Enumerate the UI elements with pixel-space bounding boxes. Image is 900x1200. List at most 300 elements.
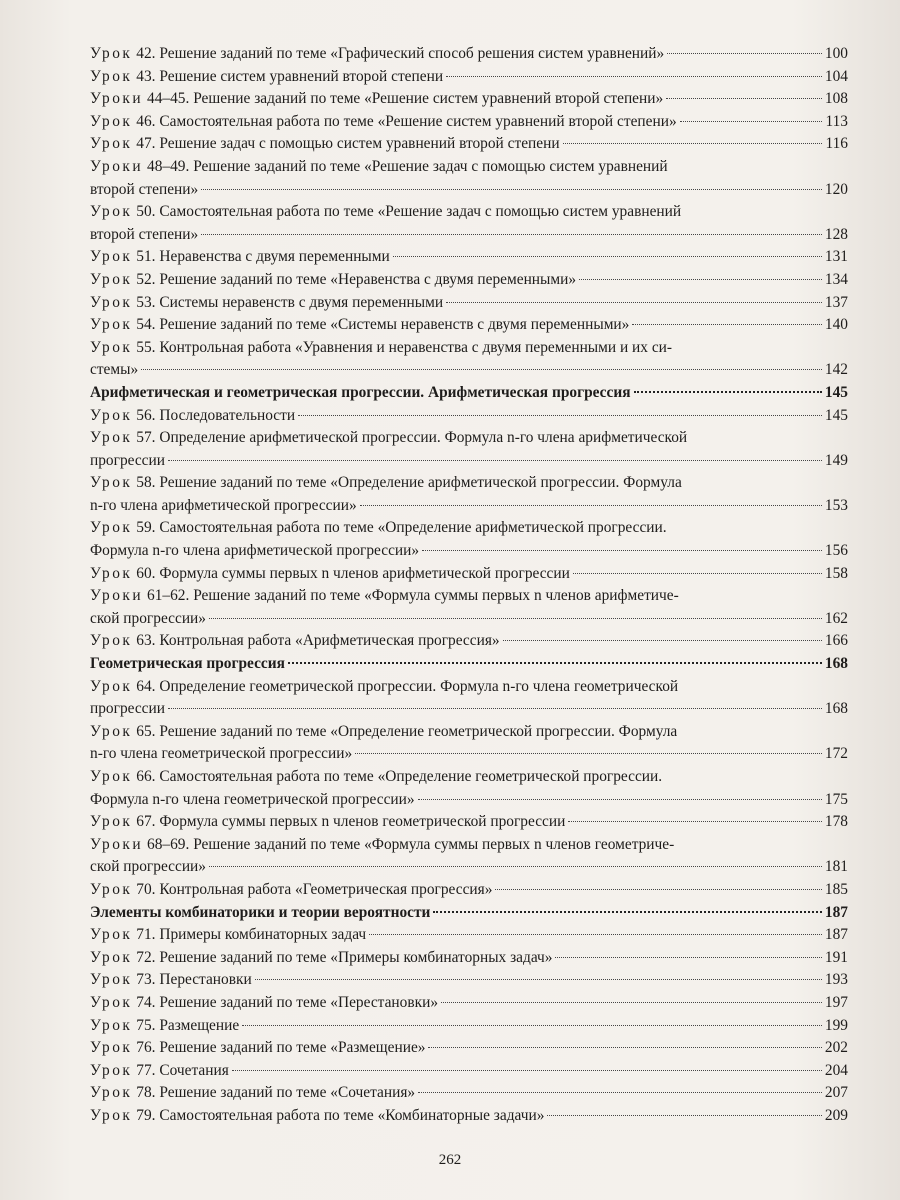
toc-title: Урок 76. Решение заданий по теме «Размещение»: [90, 1039, 426, 1057]
toc-title: Урок 42. Решение заданий по теме «Графический способ решения систем уравнений»: [90, 45, 665, 62]
dot-leader: [209, 866, 822, 867]
entry-title: Решение заданий по теме «Неравенства с двумя переменными»: [159, 270, 577, 288]
dot-leader: [634, 391, 822, 393]
section-title: Геометрическая прогрессия: [90, 655, 285, 673]
entry-title: Решение заданий по теме «Определение геометрической прогрессии. Формула: [159, 722, 678, 740]
lesson-word: Урок: [90, 564, 133, 582]
toc-title: Урок 75. Размещение: [90, 1016, 240, 1034]
toc-line: [90, 133, 848, 156]
toc-entry: [90, 992, 848, 1015]
lesson-word: Урок: [90, 1039, 133, 1057]
toc-line-continued: [90, 608, 848, 631]
toc-line: [90, 43, 848, 66]
entry-page-number: 209: [824, 1106, 848, 1124]
lesson-number: 70: [136, 880, 152, 898]
toc-entry: [90, 811, 848, 834]
toc-line: [90, 653, 848, 676]
lesson-number: 48–49: [147, 157, 186, 175]
lesson-word: Урок: [90, 112, 133, 130]
lesson-number: 73: [136, 971, 152, 989]
entry-page-number: 168: [824, 655, 848, 673]
toc-section-heading: [90, 653, 848, 676]
toc-line: [90, 88, 848, 111]
dot-leader: [201, 189, 822, 190]
section-title: Элементы комбинаторики и теории вероятности: [90, 903, 431, 921]
entry-page-number: 145: [824, 383, 848, 401]
lesson-word: Урок: [90, 67, 133, 85]
entry-title: Последовательности: [159, 406, 296, 424]
lesson-number: 63: [136, 632, 152, 650]
toc-line: [90, 834, 848, 857]
table-of-contents: [90, 43, 848, 1128]
entry-page-number: 158: [824, 564, 848, 582]
dot-leader: [232, 1070, 822, 1071]
toc-line-continued: [90, 450, 848, 473]
lesson-word: Урок: [90, 1016, 133, 1034]
dot-leader: [428, 1047, 821, 1048]
lesson-word: Урок: [90, 316, 133, 334]
toc-entry: [90, 472, 848, 517]
entry-title: Неравенства с двумя переменными: [159, 248, 390, 266]
lesson-number: 64: [136, 677, 152, 695]
entry-title: Решение заданий по теме «Перестановки»: [159, 993, 439, 1011]
toc-line-continued: [90, 743, 848, 766]
toc-line: [90, 156, 848, 179]
lesson-number: 68–69: [147, 835, 186, 853]
entry-title: Решение заданий по теме «Решение систем уравнений второй степени»: [193, 90, 664, 108]
dot-leader: [288, 662, 822, 664]
entry-title: Формула суммы первых n членов арифметической прогрессии: [159, 564, 570, 582]
entry-page-number: 191: [824, 948, 848, 966]
toc-title: Урок 79. Самостоятельная работа по теме «Комбинаторные задачи»: [90, 1106, 545, 1124]
toc-entry: [90, 721, 848, 766]
lesson-word: Урок: [90, 45, 133, 62]
dot-leader: [242, 1025, 822, 1026]
entry-title-continued: ской прогрессии»: [90, 858, 206, 876]
entry-page-number: 108: [824, 90, 848, 108]
toc-entry: [90, 1037, 848, 1060]
toc-line: [90, 66, 848, 89]
toc-title: Урок 57. Определение арифметической прогрессии. Формула n-го члена арифметической: [90, 429, 688, 447]
lesson-word: Урок: [90, 768, 133, 785]
lesson-number: 74: [136, 993, 152, 1011]
lesson-number: 42: [136, 45, 152, 62]
dot-leader: [555, 957, 821, 958]
dot-leader: [579, 279, 822, 280]
toc-entry: [90, 834, 848, 879]
entry-page-number: 197: [824, 993, 848, 1011]
lesson-number: 77: [136, 1061, 152, 1079]
page-number: 262: [438, 1152, 462, 1168]
toc-entry: [90, 246, 848, 269]
entry-page-number: 137: [824, 293, 848, 311]
entry-page-number: 104: [824, 67, 848, 85]
lesson-number: 60: [136, 564, 152, 582]
dot-leader: [495, 889, 821, 890]
toc-title: Урок 67. Формула суммы первых n членов геометрической прогрессии: [90, 813, 566, 831]
toc-line: [90, 563, 848, 586]
toc-section-heading: [90, 382, 848, 405]
entry-title: Решение заданий по теме «Примеры комбинаторных задач»: [159, 948, 553, 966]
entry-title-continued: n-го члена геометрической прогрессии»: [90, 745, 353, 763]
lesson-number: 58: [136, 474, 152, 492]
toc-line: [90, 811, 848, 834]
toc-line: [90, 1060, 848, 1083]
dot-leader: [355, 753, 822, 754]
lesson-word: Урок: [90, 971, 133, 989]
dot-leader: [446, 76, 822, 77]
entry-page-number: 140: [824, 316, 848, 334]
lesson-number: 66: [136, 768, 152, 785]
lesson-number: 43: [136, 67, 152, 85]
toc-line: [90, 1037, 848, 1060]
entry-title: Формула суммы первых n членов геометрической прогрессии: [159, 813, 566, 831]
toc-entry: [90, 43, 848, 66]
lesson-word: Урок: [90, 1106, 133, 1124]
entry-page-number: 178: [824, 813, 848, 831]
toc-line-continued: [90, 495, 848, 518]
toc-title: Уроки 44–45. Решение заданий по теме «Решение систем уравнений второй степени»: [90, 90, 664, 108]
lesson-word: Урок: [90, 1084, 133, 1102]
entry-title: Определение геометрической прогрессии. Формула n-го члена геометрической: [159, 677, 679, 695]
lesson-word: Уроки: [90, 835, 144, 853]
toc-line: [90, 427, 848, 450]
toc-entry: [90, 88, 848, 111]
toc-line-continued: [90, 179, 848, 202]
entry-title: Сочетания: [159, 1061, 229, 1079]
lesson-number: 52: [136, 270, 152, 288]
lesson-number: 50: [136, 203, 152, 221]
lesson-number: 44–45: [147, 90, 186, 108]
dot-leader: [446, 302, 822, 303]
entry-page-number: 113: [825, 112, 848, 130]
lesson-number: 56: [136, 406, 152, 424]
toc-line-continued: [90, 698, 848, 721]
entry-title-continued: второй степени»: [90, 225, 199, 243]
entry-title: Решение заданий по теме «Сочетания»: [159, 1084, 416, 1102]
entry-title: Контрольная работа «Арифметическая прогрессия»: [159, 632, 500, 650]
entry-page-number: 175: [824, 790, 848, 808]
toc-title: Урок 72. Решение заданий по теме «Примеры комбинаторных задач»: [90, 948, 553, 966]
toc-entry: [90, 1060, 848, 1083]
toc-entry: [90, 427, 848, 472]
toc-title: Урок 77. Сочетания: [90, 1061, 229, 1079]
dot-leader: [418, 1092, 822, 1093]
toc-line-continued: [90, 540, 848, 563]
lesson-word: Урок: [90, 926, 133, 944]
toc-title: Урок 71. Примеры комбинаторных задач: [90, 926, 367, 944]
dot-leader: [667, 53, 822, 54]
lesson-word: Урок: [90, 813, 133, 831]
entry-title: Самостоятельная работа по теме «Определение геометрической прогрессии.: [159, 768, 663, 785]
entry-page-number: 116: [825, 135, 848, 153]
toc-entry: [90, 947, 848, 970]
lesson-word: Урок: [90, 406, 133, 424]
toc-line-continued: [90, 359, 848, 382]
lesson-number: 78: [136, 1084, 152, 1102]
entry-page-number: 187: [824, 926, 848, 944]
toc-entry: [90, 766, 848, 811]
dot-leader: [632, 324, 822, 325]
toc-entry: [90, 563, 848, 586]
entry-page-number: 202: [824, 1039, 848, 1057]
toc-entry: [90, 1082, 848, 1105]
entry-page-number: 156: [824, 542, 848, 560]
entry-page-number: 120: [824, 180, 848, 198]
toc-line: [90, 1105, 848, 1128]
toc-line: [90, 472, 848, 495]
toc-title: Урок 64. Определение геометрической прогрессии. Формула n-го члена геометрической: [90, 677, 679, 695]
toc-entry: [90, 630, 848, 653]
dot-leader: [201, 234, 822, 235]
toc-entry: [90, 337, 848, 382]
lesson-word: Уроки: [90, 157, 144, 175]
toc-title: Урок 51. Неравенства с двумя переменными: [90, 248, 390, 266]
toc-entry: [90, 269, 848, 292]
dot-leader: [298, 415, 822, 416]
toc-title: Уроки 61–62. Решение заданий по теме «Формула суммы первых n членов арифметиче-: [90, 587, 679, 605]
toc-line: [90, 947, 848, 970]
toc-entry: [90, 111, 848, 134]
toc-title: [90, 653, 285, 676]
dot-leader: [418, 799, 822, 800]
section-title: Арифметическая и геометрическая прогрессии. Арифметическая прогрессия: [90, 383, 631, 401]
dot-leader: [441, 1002, 822, 1003]
toc-title: Урок 53. Системы неравенств с двумя переменными: [90, 293, 444, 311]
dot-leader: [503, 640, 822, 641]
toc-entry: [90, 133, 848, 156]
lesson-number: 76: [136, 1039, 152, 1057]
entry-title: Решение заданий по теме «Формула суммы первых n членов геометриче-: [193, 835, 675, 853]
toc-line: [90, 292, 848, 315]
toc-line: [90, 992, 848, 1015]
entry-title: Решение заданий по теме «Определение арифметической прогрессии. Формула: [159, 474, 682, 492]
toc-line: [90, 721, 848, 744]
toc-line: [90, 517, 848, 540]
lesson-word: Урок: [90, 677, 133, 695]
dot-leader: [393, 256, 822, 257]
lesson-word: Урок: [90, 270, 133, 288]
lesson-word: Урок: [90, 880, 133, 898]
lesson-number: 67: [136, 813, 152, 831]
entry-title: Решение заданий по теме «Решение задач с помощью систем уравнений: [193, 157, 668, 175]
toc-entry: [90, 314, 848, 337]
toc-title: Урок 52. Решение заданий по теме «Неравенства с двумя переменными»: [90, 270, 577, 288]
toc-title: Урок 46. Самостоятельная работа по теме «Решение систем уравнений второй степени»: [90, 112, 677, 130]
dot-leader: [573, 573, 822, 574]
toc-entry: [90, 969, 848, 992]
entry-title: Самостоятельная работа по теме «Решение задач с помощью систем уравнений: [159, 203, 682, 221]
dot-leader: [168, 708, 822, 709]
toc-line: [90, 676, 848, 699]
toc-title: Урок 65. Решение заданий по теме «Определение геометрической прогрессии. Формула: [90, 722, 678, 740]
toc-entry: [90, 66, 848, 89]
entry-title-continued: второй степени»: [90, 180, 199, 198]
lesson-number: 61–62: [147, 587, 186, 605]
lesson-word: Урок: [90, 135, 133, 153]
toc-title: Урок 66. Самостоятельная работа по теме «Определение геометрической прогрессии.: [90, 768, 663, 785]
lesson-number: 72: [136, 948, 152, 966]
dot-leader: [547, 1115, 821, 1116]
toc-title: Урок 54. Решение заданий по теме «Системы неравенств с двумя переменными»: [90, 316, 630, 334]
dot-leader: [433, 911, 822, 913]
entry-title-continued: n-го члена арифметической прогрессии»: [90, 496, 357, 514]
entry-page-number: 162: [824, 609, 848, 627]
toc-title: Урок 78. Решение заданий по теме «Сочетания»: [90, 1084, 416, 1102]
entry-page-number: 166: [824, 632, 848, 650]
lesson-word: Урок: [90, 632, 133, 650]
toc-title: Урок 55. Контрольная работа «Уравнения и неравенства с двумя переменными и их си-: [90, 338, 673, 356]
entry-page-number: 153: [824, 496, 848, 514]
toc-entry: [90, 1015, 848, 1038]
entry-page-number: 172: [824, 745, 848, 763]
toc-line: [90, 201, 848, 224]
toc-entry: [90, 1105, 848, 1128]
entry-page-number: 185: [824, 880, 848, 898]
entry-page-number: 149: [824, 451, 848, 469]
entry-page-number: 100: [824, 45, 848, 62]
entry-title: Решение задач с помощью систем уравнений второй степени: [159, 135, 560, 153]
toc-title: Уроки 68–69. Решение заданий по теме «Формула суммы первых n членов геометриче-: [90, 835, 675, 853]
entry-title: Контрольная работа «Геометрическая прогрессия»: [159, 880, 493, 898]
dot-leader: [568, 821, 822, 822]
entry-title: Примеры комбинаторных задач: [159, 926, 367, 944]
lesson-number: 51: [136, 248, 152, 266]
toc-line: [90, 246, 848, 269]
lesson-word: Урок: [90, 474, 133, 492]
lesson-number: 53: [136, 293, 152, 311]
entry-title: Решение заданий по теме «Формула суммы первых n членов арифметиче-: [193, 587, 679, 605]
dot-leader: [168, 460, 822, 461]
dot-leader: [369, 934, 822, 935]
toc-section-heading: [90, 902, 848, 925]
toc-entry: [90, 201, 848, 246]
lesson-number: 75: [136, 1016, 152, 1034]
lesson-word: Урок: [90, 948, 133, 966]
dot-leader: [360, 505, 822, 506]
entry-title: Самостоятельная работа по теме «Комбинаторные задачи»: [159, 1106, 545, 1124]
toc-entry: [90, 585, 848, 630]
lesson-word: Урок: [90, 203, 133, 221]
entry-page-number: 193: [824, 971, 848, 989]
toc-entry: [90, 292, 848, 315]
lesson-number: 79: [136, 1106, 152, 1124]
dot-leader: [422, 550, 822, 551]
toc-line: [90, 405, 848, 428]
lesson-word: Урок: [90, 722, 133, 740]
entry-title: Самостоятельная работа по теме «Решение систем уравнений второй степени»: [159, 112, 677, 130]
entry-title: Решение систем уравнений второй степени: [159, 67, 444, 85]
entry-title-continued: Формула n-го члена геометрической прогрессии»: [90, 790, 415, 808]
lesson-word: Уроки: [90, 587, 144, 605]
entry-title: Перестановки: [159, 971, 252, 989]
lesson-number: 47: [136, 135, 152, 153]
entry-title-continued: ской прогрессии»: [90, 609, 206, 627]
toc-title: Урок 47. Решение задач с помощью систем уравнений второй степени: [90, 135, 560, 153]
toc-title: Урок 43. Решение систем уравнений второй степени: [90, 67, 444, 85]
lesson-word: Урок: [90, 519, 133, 537]
toc-title: [90, 902, 430, 925]
toc-title: Уроки 48–49. Решение заданий по теме «Решение задач с помощью систем уравнений: [90, 157, 668, 175]
toc-line-continued: [90, 789, 848, 812]
entry-title-continued: прогрессии: [90, 700, 165, 718]
dot-leader: [563, 143, 823, 144]
lesson-word: Урок: [90, 993, 133, 1011]
dot-leader: [141, 369, 822, 370]
entry-page-number: 168: [824, 700, 848, 718]
entry-page-number: 204: [824, 1061, 848, 1079]
entry-title: Самостоятельная работа по теме «Определение арифметической прогрессии.: [159, 519, 667, 537]
toc-line: [90, 902, 848, 925]
entry-page-number: 142: [824, 361, 848, 379]
toc-entry: [90, 156, 848, 201]
toc-line: [90, 1015, 848, 1038]
dot-leader: [255, 979, 822, 980]
entry-title: Размещение: [159, 1016, 240, 1034]
toc-title: Урок 50. Самостоятельная работа по теме «Решение задач с помощью систем уравнений: [90, 203, 682, 221]
toc-title: Урок 70. Контрольная работа «Геометрическая прогрессия»: [90, 880, 493, 898]
toc-line: [90, 924, 848, 947]
toc-line: [90, 766, 848, 789]
entry-title: Решение заданий по теме «Размещение»: [159, 1039, 426, 1057]
dot-leader: [209, 618, 822, 619]
lesson-word: Урок: [90, 429, 133, 447]
entry-title: Контрольная работа «Уравнения и неравенства с двумя переменными и их си-: [159, 338, 673, 356]
lesson-number: 57: [136, 429, 152, 447]
toc-title: Урок 63. Контрольная работа «Арифметическая прогрессия»: [90, 632, 500, 650]
entry-title: Определение арифметической прогрессии. Формула n-го члена арифметической: [159, 429, 688, 447]
toc-line: [90, 111, 848, 134]
toc-entry: [90, 676, 848, 721]
entry-title: Решение заданий по теме «Графический способ решения систем уравнений»: [159, 45, 665, 62]
toc-line: [90, 585, 848, 608]
toc-entry: [90, 517, 848, 562]
toc-line: [90, 269, 848, 292]
entry-title-continued: прогрессии: [90, 451, 165, 469]
toc-line: [90, 382, 848, 405]
dot-leader: [666, 98, 822, 99]
lesson-number: 55: [136, 338, 152, 356]
toc-line: [90, 314, 848, 337]
toc-line: [90, 630, 848, 653]
toc-title: [90, 382, 631, 405]
toc-title: Урок 74. Решение заданий по теме «Перестановки»: [90, 993, 439, 1011]
entry-page-number: 181: [824, 858, 848, 876]
toc-line-continued: [90, 856, 848, 879]
dot-leader: [680, 121, 823, 122]
lesson-word: Урок: [90, 293, 133, 311]
toc-title: Урок 73. Перестановки: [90, 971, 252, 989]
toc-entry: [90, 924, 848, 947]
lesson-number: 46: [136, 112, 152, 130]
lesson-number: 65: [136, 722, 152, 740]
entry-page-number: 134: [824, 270, 848, 288]
toc-line: [90, 337, 848, 360]
lesson-word: Уроки: [90, 90, 144, 108]
entry-page-number: 187: [824, 903, 848, 921]
toc-line: [90, 969, 848, 992]
toc-title: Урок 56. Последовательности: [90, 406, 296, 424]
lesson-word: Урок: [90, 248, 133, 266]
lesson-number: 71: [136, 926, 152, 944]
lesson-number: 59: [136, 519, 152, 537]
toc-entry: [90, 879, 848, 902]
lesson-number: 54: [136, 316, 152, 334]
entry-page-number: 128: [824, 225, 848, 243]
toc-line-continued: [90, 224, 848, 247]
entry-title-continued: Формула n-го члена арифметической прогрессии»: [90, 542, 420, 560]
entry-title: Системы неравенств с двумя переменными: [159, 293, 444, 311]
